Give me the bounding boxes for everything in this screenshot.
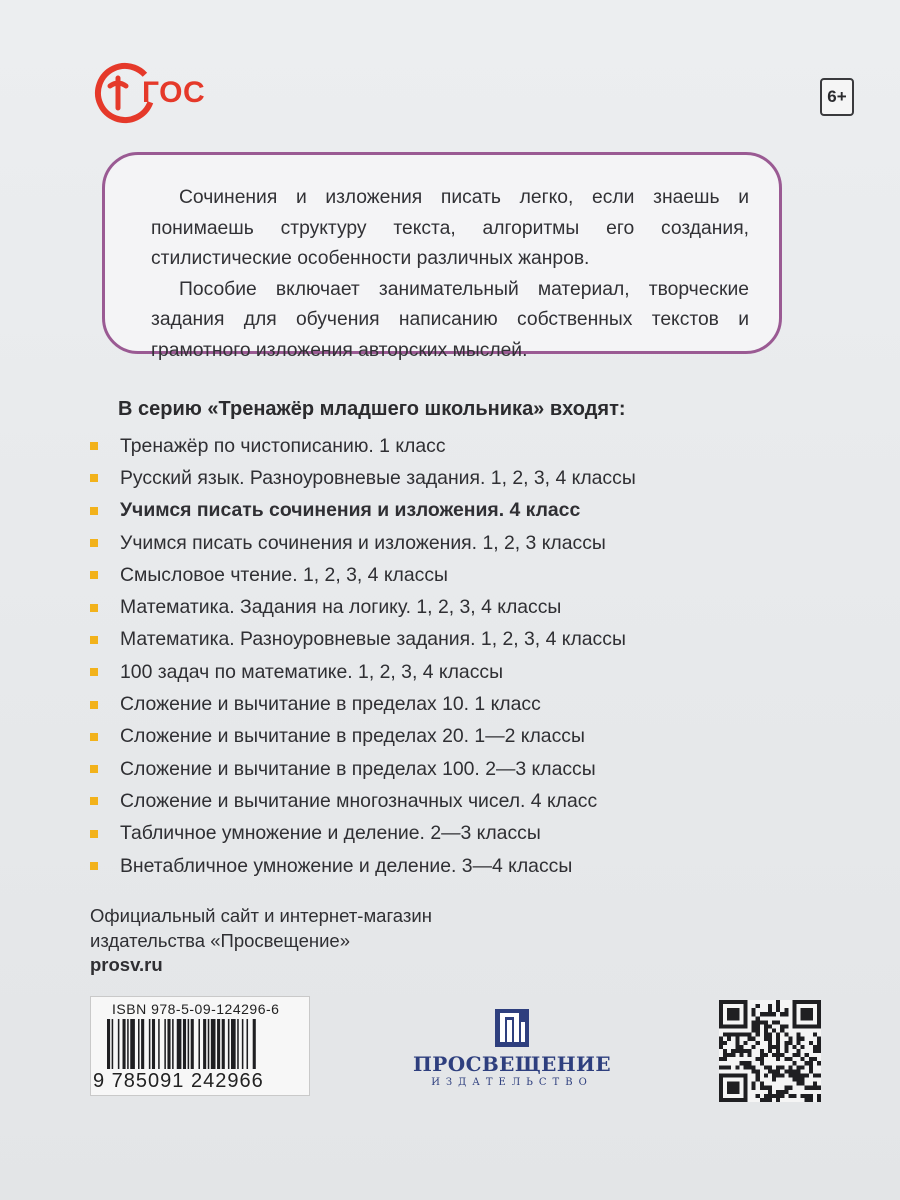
bullet-icon [90, 733, 98, 741]
series-list [90, 430, 636, 882]
series-item-text: Учимся писать сочинения и изложения. 1, 2, 3 классы [120, 531, 606, 554]
description-paragraph-1: Сочинения и изложения писать легко, если знаешь и понимаешь структуру текста, алгоритмы его создания, стилистические особенности различных жанров. [151, 187, 749, 270]
series-list-item [90, 753, 636, 785]
publisher-logo [406, 1008, 618, 1088]
series-item-text: Сложение и вычитание в пределах 100. 2—3 классы [120, 757, 596, 780]
series-item-text: Русский язык. Разноуровневые задания. 1, 2, 3, 4 классы [120, 466, 636, 489]
series-item-text: Смысловое чтение. 1, 2, 3, 4 классы [120, 563, 448, 586]
fgos-logo-text: ГОС [142, 76, 206, 109]
description-paragraph-2: Пособие включает занимательный материал, творческие задания для обучения написанию собственных текстов и грамотного изложения авторских мыслей. [151, 278, 749, 361]
isbn-barcode [90, 996, 310, 1096]
website-line-1: Официальный сайт и интернет-магазин [90, 905, 432, 926]
bullet-icon [90, 862, 98, 870]
series-list-item [90, 591, 636, 623]
bullet-icon [90, 765, 98, 773]
series-heading: В серию «Тренажёр младшего школьника» входят: [118, 398, 626, 420]
bullet-icon [90, 442, 98, 450]
series-list-item [90, 624, 636, 656]
bullet-icon [90, 830, 98, 838]
qr-code-icon[interactable] [719, 1000, 821, 1102]
bullet-icon [90, 668, 98, 676]
series-list-item [90, 721, 636, 753]
series-item-text: Сложение и вычитание в пределах 10. 1 класс [120, 693, 541, 716]
series-list-item [90, 850, 636, 882]
fgos-logo [92, 60, 205, 126]
series-item-text: Математика. Разноуровневые задания. 1, 2, 3, 4 классы [120, 628, 626, 651]
bullet-icon [90, 474, 98, 482]
series-item-text: Табличное умножение и деление. 2—3 классы [120, 822, 541, 845]
series-list-item [90, 430, 636, 462]
series-item-text: Сложение и вычитание в пределах 20. 1—2 классы [120, 725, 585, 748]
publisher-name: ПРОСВЕЩЕНИЕ [413, 1052, 611, 1076]
description-box [102, 152, 782, 361]
series-item-text: 100 задач по математике. 1, 2, 3, 4 классы [120, 660, 504, 683]
bullet-icon [90, 604, 98, 612]
website-line-2: издательства «Просвещение» [90, 929, 350, 951]
publisher-subtitle: ИЗДАТЕЛЬСТВО [431, 1077, 593, 1088]
series-list-item [90, 462, 636, 494]
series-list-item [90, 527, 636, 559]
bullet-icon [90, 701, 98, 709]
series-list-item [90, 688, 636, 720]
website-url-link[interactable]: prosv.ru [90, 954, 163, 975]
series-item-text: Учимся писать сочинения и изложения. 4 класс [120, 499, 581, 522]
publisher-emblem-icon [494, 1008, 530, 1048]
barcode-bars [105, 1019, 301, 1071]
series-item-text: Математика. Задания на логику. 1, 2, 3, 4 классы [120, 596, 562, 619]
bullet-icon [90, 571, 98, 579]
series-list-item [90, 785, 636, 817]
series-item-text: Сложение и вычитание многозначных чисел. 4 класс [120, 789, 598, 812]
bullet-icon [90, 797, 98, 805]
series-list-item [90, 656, 636, 688]
series-list-item [90, 818, 636, 850]
series-item-text: Внетабличное умножение и деление. 3—4 классы [120, 854, 573, 877]
ean-digits: 9 785091 242966 [93, 1070, 264, 1092]
website-block [90, 904, 432, 978]
age-rating-badge: 6+ [820, 78, 854, 116]
bullet-icon [90, 636, 98, 644]
series-list-item [90, 559, 636, 591]
series-list-item [90, 495, 636, 527]
bullet-icon [90, 539, 98, 547]
series-item-text: Тренажёр по чистописанию. 1 класс [120, 434, 446, 457]
bullet-icon [90, 507, 98, 515]
isbn-number: ISBN 978-5-09-124296-6 [112, 1001, 280, 1017]
